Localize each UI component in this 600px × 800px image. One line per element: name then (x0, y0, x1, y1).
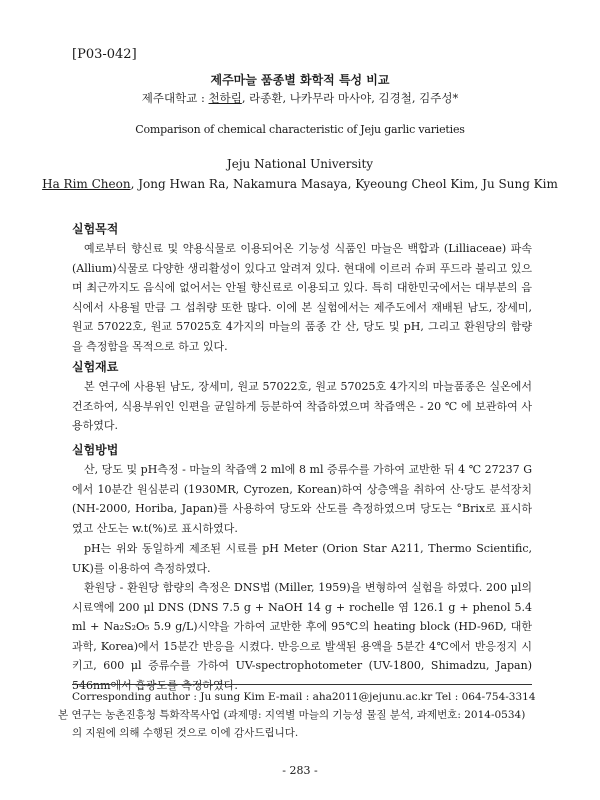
methods-paragraph-ph: pH는 위와 동일하게 제조된 시료를 pH Meter (Orion Star A211, Thermo Scientific, UK)를 이용하여 측정하였다. (72, 542, 532, 575)
methods-paragraph-reducing-sugar: 환원당 - 환원당 함량의 측정은 DNS법 (Miller, 1959)을 변형하여 실험을 하였다. 200 μl의 시료액에 200 μl DNS (DNS 7.5 g + NaOH 14 g + rochelle 염 126.1 g + phenol 5.4 ml + Na₂S₂O₅ 5.9 g/L)시약을 가하여 교반한 후에 95℃의 heating block (HD-96D, 대한과학, Korea)에서 15분간 반응을 시켰다. 반응으로 발색된 용액을 5분간 4℃에서 반응정지 시키고, 600 μl 증류수를 가하여 UV-spectrophotometer (UV-1800, Shimadzu, Japan) 546nm에서 흡광도를 측정하였다. (72, 581, 532, 692)
first-author-english: Ha Rim Cheon (42, 177, 131, 191)
section-heading-materials: 실험재료 (72, 360, 119, 374)
affiliation-english: Jeju National University (226, 157, 374, 171)
methods-paragraph-acidity: 산, 당도 및 pH측정 - 마늘의 착즙액 2 ml에 8 ml 증류수를 가하여 교반한 뒤 4 ℃ 27237 G에서 10분간 원심분리 (1930MR, Cyrozen, Korean)하여 상층액을 취하여 산·당도 분석장치 (NH-2000, Horiba, Japan)를 사용하여 당도와 산도를 측정하였으며 당도는 °Brix로 표시하였고 산도는 w.t(%)로 표시하였다. (72, 463, 532, 535)
coauthors-korean: , 라종환, 나카무라 마사야, 김경철, 김주성* (241, 91, 459, 105)
footer-divider (72, 684, 532, 685)
section-heading-purpose: 실험목적 (72, 222, 119, 236)
funding-line-1: 본 연구는 농촌진흥청 특화작목사업 (과제명: 지역별 마늘의 기능성 물질 분석, 과제번호: 2014-0534) (58, 709, 526, 721)
section-text-materials: 본 연구에 사용된 남도, 장세미, 원교 57022호, 원교 57025호 4가지의 마늘품종은 실온에서 건조하여, 식용부위인 인편을 균일하게 등분하여 착즙하였으며 착즙액은 - 20 ℃ 에 보관하여 사용하였다. (72, 380, 532, 433)
authors-english (0, 177, 600, 191)
first-author-korean: 천하림 (208, 91, 242, 105)
title-korean: 제주마늘 품종별 화학적 특성 비교 (210, 73, 390, 87)
authors-korean (0, 90, 600, 106)
affiliation-korean: 제주대학교 : (141, 91, 209, 105)
title-english: Comparison of chemical characteristic of Jeju garlic varieties (135, 123, 465, 136)
section-text-purpose: 예로부터 향신료 및 약용식물로 이용되어온 기능성 식품인 마늘은 백합과 (Lilliaceae) 파속 (Allium)식물로 다양한 생리활성이 있다고 알려져 있다. 현대에 이르러 슈퍼 푸드라 불리고 있으며 최근까지도 음식에 없어서는 안될 향신료로 이용되고 있다. 특히 대한민국에서는 대부분의 음식에서 사용될 만큼 그 섭취량 또한 많다. 이에 본 실험에서는 제주도에서 재배된 남도, 장세미, 원교 57022호, 원교 57025호 4가지의 마늘의 품종 간 산, 당도 및 pH, 그리고 환원당의 함량을 측정함을 목적으로 하고 있다. (72, 242, 532, 353)
funding-line-2: 의 지원에 의해 수행된 것으로 이에 감사드립니다. (72, 727, 299, 739)
abstract-code: [P03-042] (72, 47, 137, 62)
corresponding-author: Corresponding author : Ju sung Kim E-mail : aha2011@jejunu.ac.kr Tel : 064-754-3314 (72, 691, 536, 703)
section-heading-methods: 실험방법 (72, 443, 119, 457)
page-number: - 283 - (282, 764, 318, 777)
coauthors-english: , Jong Hwan Ra, Nakamura Masaya, Kyeoung Cheol Kim, Ju Sung Kim (130, 177, 558, 191)
